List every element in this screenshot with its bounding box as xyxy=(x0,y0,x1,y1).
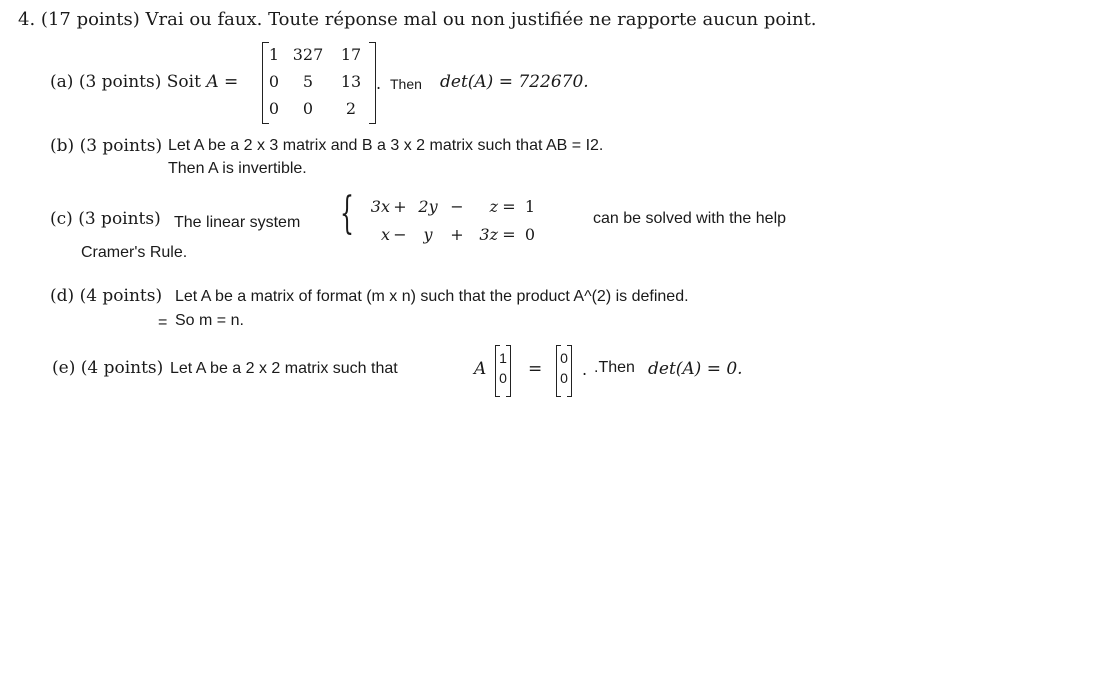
part-e-heading xyxy=(52,358,163,378)
part-d-equals-sign: = xyxy=(158,314,168,331)
matrix-cell: 0 xyxy=(268,72,280,91)
part-d-line-2: So m = n. xyxy=(175,312,244,329)
equation-term: 3x xyxy=(370,197,390,216)
part-c-heading xyxy=(50,209,161,229)
part-b-points: (3 points) xyxy=(79,136,163,156)
matrix-cell: 2 xyxy=(345,99,357,118)
part-c-text-before: The linear system xyxy=(174,214,301,231)
question-number: 4. xyxy=(18,9,36,30)
part-a-matrix-name: A = xyxy=(206,72,239,92)
question-header xyxy=(18,9,817,30)
vector-entry: 0 xyxy=(560,370,568,386)
matrix-cell: 1 xyxy=(268,45,280,64)
part-e-text: Let A be a 2 x 2 matrix such that xyxy=(170,360,398,377)
equation-equals: = xyxy=(502,225,516,244)
equation-equals: = xyxy=(502,197,516,216)
part-a-points: (3 points) xyxy=(78,72,162,92)
part-e-period: . xyxy=(582,360,588,379)
part-e-equals: = xyxy=(528,359,543,379)
part-e-then: .Then xyxy=(594,359,635,376)
part-b-line-1: Let A be a 2 x 3 matrix and B a 3 x 2 matrix such that AB = I2. xyxy=(168,137,604,154)
part-e-det-expression: det(A) = 0. xyxy=(648,359,743,379)
vector-entry: 0 xyxy=(560,350,568,366)
part-a-then: Then xyxy=(390,76,422,92)
part-e-vector-left xyxy=(495,345,511,397)
matrix-cell: 17 xyxy=(340,45,362,64)
linear-system xyxy=(360,195,540,247)
vector-entry: 1 xyxy=(499,350,507,366)
question-title: Vrai ou faux. xyxy=(145,9,263,30)
part-e-points: (4 points) xyxy=(80,358,164,378)
part-c-label: (c) xyxy=(50,209,73,229)
part-a-soit: Soit xyxy=(166,72,201,92)
part-d-heading xyxy=(50,286,162,306)
part-e-vector-right xyxy=(556,345,572,397)
equation-term: x xyxy=(380,225,390,244)
equation-term: y xyxy=(423,225,433,244)
equation-operator: − xyxy=(393,225,407,244)
left-brace-icon: { xyxy=(340,188,354,239)
vector-entry: 0 xyxy=(499,370,507,386)
equation-term: 2y xyxy=(418,197,438,216)
part-b-heading xyxy=(50,136,162,156)
part-a-heading xyxy=(50,72,238,92)
part-c-points: (3 points) xyxy=(78,209,161,229)
part-a-matrix xyxy=(262,42,376,124)
equation-rhs: 0 xyxy=(524,225,536,244)
question-points: (17 points) xyxy=(40,9,140,30)
matrix-cell: 0 xyxy=(302,99,314,118)
matrix-cell: 13 xyxy=(340,72,362,91)
part-d-points: (4 points) xyxy=(79,286,163,306)
part-a-period: . xyxy=(376,74,382,93)
part-b-label: (b) xyxy=(50,136,75,156)
matrix-cell: 5 xyxy=(302,72,314,91)
equation-operator: + xyxy=(393,197,407,216)
part-b-line-2: Then A is invertible. xyxy=(168,160,307,177)
part-d-label: (d) xyxy=(50,286,75,306)
part-c-text-after: can be solved with the help xyxy=(593,210,787,227)
part-e-label: (e) xyxy=(52,358,76,378)
question-instruction: Toute réponse mal ou non justifiée ne rapporte aucun point. xyxy=(268,9,817,30)
equation-term: z xyxy=(489,197,498,216)
equation-term: 3z xyxy=(479,225,498,244)
equation-operator: + xyxy=(450,225,464,244)
part-a-label: (a) xyxy=(50,72,74,92)
part-d-line-1: Let A be a matrix of format (m x n) such that the product A^(2) is defined. xyxy=(175,288,689,305)
part-e-matrix-name: A xyxy=(474,359,487,379)
equation-rhs: 1 xyxy=(524,197,536,216)
matrix-cell: 0 xyxy=(268,99,280,118)
part-c-line-2: Cramer's Rule. xyxy=(81,244,188,261)
part-a-det-expression: det(A) = 722670. xyxy=(440,72,589,92)
equation-operator: − xyxy=(450,197,464,216)
matrix-cell: 327 xyxy=(292,45,324,64)
